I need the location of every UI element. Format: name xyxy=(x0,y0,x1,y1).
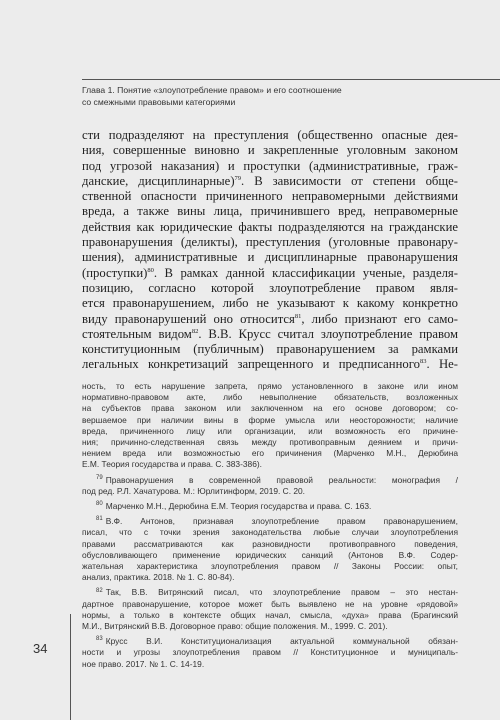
footnote-number: 83 xyxy=(96,636,103,643)
body-line xyxy=(82,174,458,189)
footnote-81 xyxy=(82,516,458,527)
body-line xyxy=(82,327,458,342)
footnote-number: 82 xyxy=(96,587,103,594)
footnote-number: 79 xyxy=(96,474,103,481)
footnote-number: 80 xyxy=(96,501,103,508)
body-line: правонарушения (деликты), преступления (уголовные правонару- xyxy=(82,235,458,250)
footnote-line: нормы, а только в контексте общих начал, смысла, «духа» права (Брагинский xyxy=(82,609,458,620)
footnote-82 xyxy=(82,587,458,598)
footnote-text: Правонарушения в современной правовой реальности: монография / xyxy=(105,474,458,485)
footnotes xyxy=(82,381,458,670)
body-line: позицию, согласно которой злоупотребление правом явля- xyxy=(82,280,458,295)
body-text: стоятельным видом xyxy=(82,326,192,341)
footnote-line: анализ, практика. 2018. № 1. С. 80-84). xyxy=(82,572,235,583)
footnote-text: Крусс В.И. Конституционализация актуальной коммунальной обязан- xyxy=(105,636,458,647)
body-line: ния, совершенные виновно и закрепленные уголовным законом xyxy=(82,143,458,158)
footnote-83 xyxy=(82,636,458,647)
body-line: действия как юридические факты подразделяются на гражданские xyxy=(82,219,458,234)
body-text: . В.В. Крусс считал злоупотребление правом xyxy=(198,326,458,341)
footnote-line: вреда, причиненного лицу или организации, или возможность его причине- xyxy=(82,425,458,436)
footnote-number: 81 xyxy=(96,516,103,523)
body-line: конституционным (публичным) правонарушением за рамками xyxy=(82,342,458,357)
footnote-text: Так, В.В. Витрянский писал, что злоупотребление правом – это нестан- xyxy=(105,587,458,598)
footnote-text: Марченко М.Н., Дерюбина Е.М. Теория государства и права. С. 163. xyxy=(105,501,372,512)
footnote-line: ния; причинно-следственная связь между противоправным деянием и причи- xyxy=(82,437,458,448)
footnote-79 xyxy=(82,475,458,486)
footnote-80 xyxy=(82,501,458,512)
margin-rule xyxy=(70,614,71,720)
footnote-ref[interactable]: 79 xyxy=(234,174,242,182)
footnote-line: дартное правонарушение, которое может быть выявлено не на уровне «рядовой» xyxy=(82,598,458,609)
footnote-ref[interactable]: 81 xyxy=(294,312,302,320)
footnote-line: ность, то есть нарушение запрета, прямо установленного в законе или ином xyxy=(82,381,458,391)
body-line: ется правонарушением, либо не указывают к какому конкретно xyxy=(82,296,458,311)
body-line: шения), административные и дисциплинарные правонарушения xyxy=(82,250,458,265)
footnote-line: ное право. 2017. № 1. С. 14-19. xyxy=(82,658,205,669)
footnote-ref[interactable]: 82 xyxy=(191,327,199,335)
body-line xyxy=(82,266,458,281)
footnote-line: Е.М. Теория государства и права. С. 383-386). xyxy=(82,459,262,470)
footnote-line: вершаемое при наличии вины в форме умысла или неосторожности; наличие xyxy=(82,414,458,425)
running-header xyxy=(82,84,462,108)
body-text: . В зависимости от степени обще- xyxy=(241,173,458,188)
body-line: легальных конкретизаций запрещенного и предписанного$^{83}$. Не- xyxy=(82,357,458,372)
body-line: сти подразделяют на преступления (общественно опасные дея- xyxy=(82,128,458,142)
body-text: данские, дисциплинарные) xyxy=(82,173,235,188)
footnote-line: жательная характеристика злоупотребления правом // Законы России: опыт, xyxy=(82,561,458,572)
body-line: под угрозой наказания) и проступки (административные, граж- xyxy=(82,158,458,173)
header-rule xyxy=(82,79,500,80)
footnote-ref[interactable]: 80 xyxy=(147,266,154,274)
footnote-line: нением вреда или возможностью его причинения (Марченко М.Н., Дерюбина xyxy=(82,448,458,459)
body-line xyxy=(82,312,458,327)
footnote-line: нормативно-правовом акте, либо невыполнение обязательств, возложенных xyxy=(82,392,458,403)
page-number: 34 xyxy=(33,641,48,656)
running-header-line-1: Глава 1. Понятие «злоупотребление правом» и его соотношение xyxy=(82,85,342,95)
footnote-line: М.И., Витрянский В.В. Договорное право: общие положения. М., 1999. С. 201). xyxy=(82,621,388,632)
body-text: виду правонарушений оно относится xyxy=(82,311,295,326)
footnote-line: под ред. Р.Л. Хачатурова. М.: Юрлитинформ, 2019. С. 20. xyxy=(82,485,306,496)
body-line: вреда, а также вины лица, причинившего вред, неправомерные xyxy=(82,204,458,219)
body-line: ственной опасности причиненного неправомерными действиями xyxy=(82,189,458,204)
footnote-ref[interactable]: 83 xyxy=(419,358,427,366)
footnote-line: правами рассматриваются как разновидности противоправного поведения, xyxy=(82,538,458,549)
main-text xyxy=(82,128,458,373)
running-header-line-2: со смежными правовыми категориями xyxy=(82,97,236,107)
body-text: . В рамках данной классификации ученые, разделя- xyxy=(153,265,458,280)
footnote-text: В.Ф. Антонов, признавая злоупотребление правом правонарушением, xyxy=(105,516,458,527)
footnote-line: обусловливающего применение юридических санкций (Антонов В.Ф. Содер- xyxy=(82,549,458,560)
body-text: легальных конкретизаций запрещенного и предписанного xyxy=(82,357,420,372)
footnote-line: писал, что с точки зрения законодательства любые случаи злоупотребления xyxy=(82,527,458,538)
footnote-line: ности и угрозы злоупотребления правом // Конституционное и муниципаль- xyxy=(82,647,458,658)
body-text: (проступки) xyxy=(82,265,148,280)
footnote-line: на субъектов права законом или заключенном на его основе договором; со- xyxy=(82,403,458,414)
body-text: , либо признают его само- xyxy=(301,311,458,326)
body-text: Не- xyxy=(438,357,458,372)
